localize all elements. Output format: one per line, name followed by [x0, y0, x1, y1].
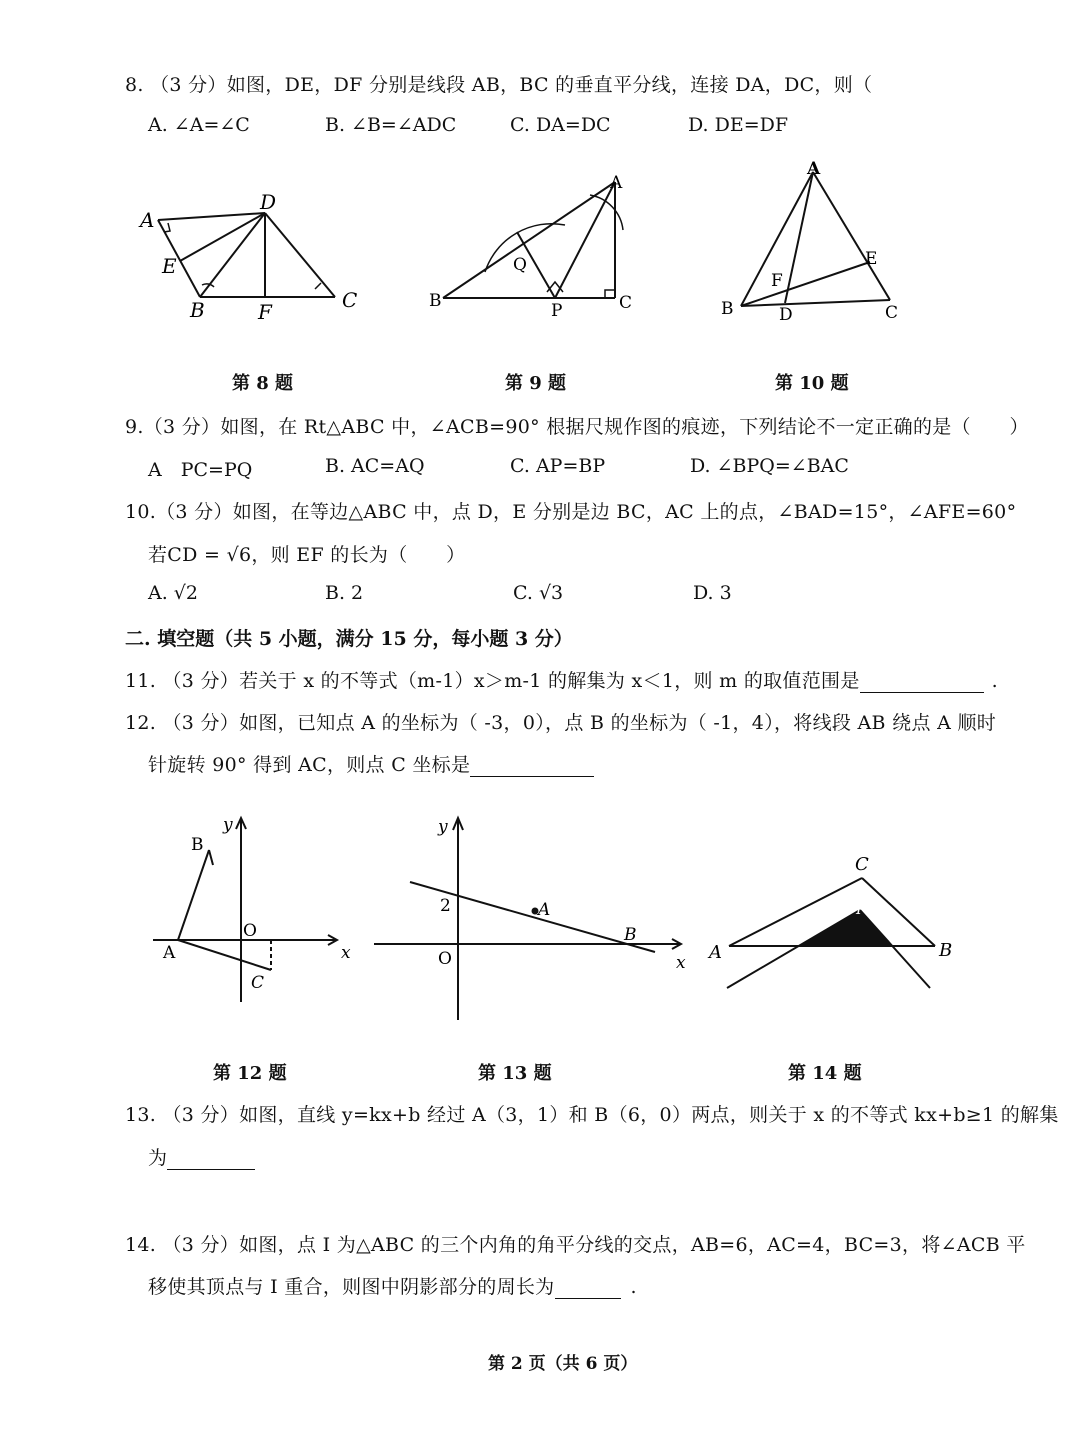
q10-option-b: B. 2 [325, 582, 364, 604]
f14-label-a: A [709, 942, 722, 963]
q14-answer-blank[interactable] [555, 1280, 621, 1299]
caption-fig-10: 第 10 题 [775, 373, 849, 394]
q11-stem [125, 666, 998, 693]
f12-label-b: B [191, 835, 204, 855]
q8-option-b: B. ∠B=∠ADC [325, 114, 457, 136]
caption-fig-13: 第 13 题 [478, 1063, 552, 1084]
page-footer: 第 2 页（共 6 页） [488, 1354, 638, 1374]
f13-label-2: 2 [440, 896, 451, 916]
figure-14 [705, 848, 975, 998]
f9-label-p: P [551, 301, 563, 320]
f13-label-o: O [438, 949, 452, 969]
q10-option-c: C. √3 [513, 582, 564, 604]
figure-9 [425, 170, 645, 320]
q10-stem-line1: 10.（3 分）如图，在等边△ABC 中，点 D，E 分别是边 BC，AC 上的点，∠BAD=15°，∠AFE=60° [125, 501, 1017, 523]
f10-label-d: D [779, 305, 793, 325]
q13-answer-blank[interactable] [167, 1151, 255, 1170]
f8-label-d: D [260, 190, 277, 214]
f14-label-c: C [855, 854, 869, 875]
f10-label-a: A [807, 159, 821, 179]
q8-stem: 8. （3 分）如图，DE，DF 分别是线段 AB，BC 的垂直平分线，连接 DA，DC，则（ [125, 74, 873, 96]
q12-answer-blank[interactable] [470, 758, 594, 777]
f13-label-x: x [676, 953, 686, 973]
f9-label-b: B [429, 291, 442, 311]
q14-stem-line1: 14. （3 分）如图，点 I 为△ABC 的三个内角的角平分线的交点，AB=6，AC=4，BC=3，将∠ACB 平 [125, 1234, 1026, 1256]
figure-10 [715, 158, 905, 328]
f14-label-b: B [939, 940, 953, 961]
f8-label-a: A [140, 208, 155, 232]
q9-stem: 9.（3 分）如图，在 Rt△ABC 中，∠ACB=90° 根据尺规作图的痕迹，下列结论不一定正确的是（ ） [125, 416, 1029, 438]
f10-label-b: B [721, 299, 734, 319]
q14-stem-line2 [148, 1272, 637, 1299]
f8-label-c: C [342, 288, 358, 312]
f12-label-o: O [243, 921, 257, 941]
q9-option-b: B. AC=AQ [325, 455, 425, 477]
f14-shaded-region [799, 910, 892, 946]
f13-label-a: A [538, 900, 551, 920]
q10-stem-line2: 若CD = √6，则 EF 的长为（ ） [148, 544, 466, 566]
f12-label-c: C [251, 973, 265, 993]
f10-label-e: E [865, 249, 878, 269]
q8-option-d: D. DE=DF [688, 114, 789, 136]
f9-label-a: A [610, 173, 623, 193]
q9-option-c: C. AP=BP [510, 455, 606, 477]
q8-option-c: C. DA=DC [510, 114, 611, 136]
figure-13 [370, 812, 700, 1027]
q12-text: 针旋转 90° 得到 AC，则点 C 坐标是 [148, 754, 471, 776]
q13-stem-line1: 13. （3 分）如图，直线 y=kx+b 经过 A（3，1）和 B（6，0）两点，则关于 x 的不等式 kx+b≥1 的解集 [125, 1104, 1059, 1126]
f8-label-f: F [258, 300, 272, 324]
f9-label-q: Q [513, 255, 527, 275]
q14-text: 移使其顶点与 I 重合，则图中阴影部分的周长为 [148, 1276, 555, 1298]
q11-end: . [991, 670, 998, 692]
q14-end: . [630, 1276, 637, 1298]
caption-fig-12: 第 12 题 [213, 1063, 287, 1084]
q9-option-d: D. ∠BPQ=∠BAC [690, 455, 849, 477]
f10-label-f: F [771, 271, 783, 291]
f14-label-i: I [856, 900, 862, 918]
caption-fig-14: 第 14 题 [788, 1063, 862, 1084]
q10-option-a: A. √2 [148, 582, 198, 604]
q11-answer-blank[interactable] [860, 674, 984, 693]
caption-fig-9: 第 9 题 [505, 373, 567, 394]
q9-option-a: A PC=PQ [148, 459, 253, 481]
f10-label-c: C [885, 303, 899, 323]
f9-label-c: C [619, 293, 633, 313]
q11-text: 11. （3 分）若关于 x 的不等式（m-1）x＞m-1 的解集为 x＜1，则 m 的取值范围是 [125, 670, 860, 692]
figure-12 [145, 810, 365, 1010]
f12-label-a: A [163, 943, 176, 963]
q13-text: 为 [148, 1147, 168, 1169]
f8-label-b: B [190, 298, 205, 322]
f12-label-y: y [223, 815, 233, 835]
f13-label-b: B [624, 925, 637, 945]
q12-stem-line1: 12. （3 分）如图，已知点 A 的坐标为（ -3，0），点 B 的坐标为（ -1，4），将线段 AB 绕点 A 顺时 [125, 712, 997, 734]
q13-stem-line2 [148, 1143, 255, 1170]
f12-label-x: x [341, 943, 351, 963]
f13-label-y: y [438, 817, 448, 837]
caption-fig-8: 第 8 题 [232, 373, 294, 394]
q8-option-a: A. ∠A=∠C [148, 114, 250, 136]
q10-option-d: D. 3 [693, 582, 732, 604]
f8-label-e: E [162, 254, 177, 278]
figure-8 [130, 185, 370, 325]
section-2-heading: 二. 填空题（共 5 小题，满分 15 分，每小题 3 分） [125, 628, 573, 650]
q12-stem-line2 [148, 750, 594, 777]
